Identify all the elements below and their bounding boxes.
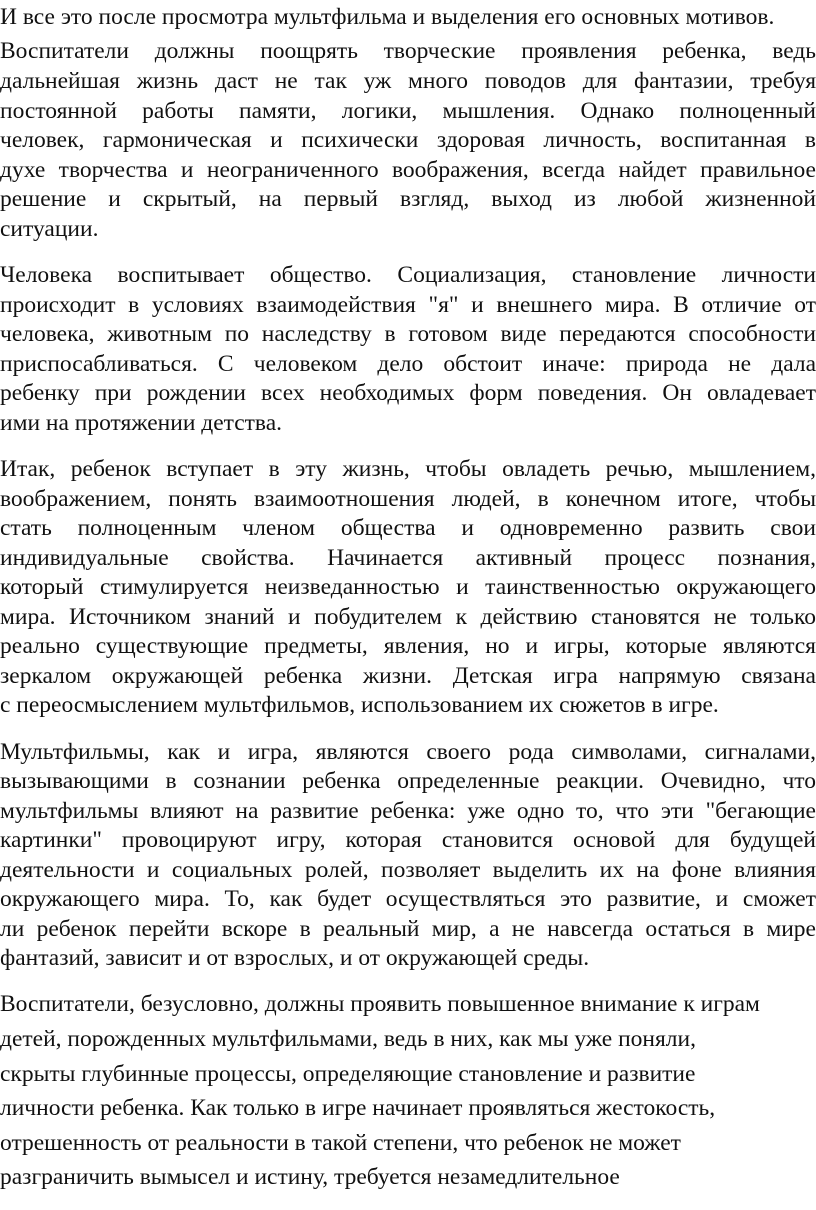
paragraph-5-line-6: окружающего мира. То, как будет осуществляться это развитие, и сможет — [0, 886, 816, 912]
paragraph-2-line-7: ситуации. — [0, 216, 99, 242]
paragraph-3-line-1: Человека воспитывает общество. Социализация, становление личности — [0, 262, 816, 288]
paragraph-3-line-3: человека, животным по наследству в готовом виде передаются способности — [0, 321, 816, 347]
paragraph-4-line-6: мира. Источником знаний и побудителем к действию становятся не только — [0, 604, 816, 630]
paragraph-5-line-4: картинки" провоцируют игру, которая становится основой для будущей — [0, 827, 816, 853]
paragraph-3-line-5: ребенку при рождении всех необходимых форм поведения. Он овладевает — [0, 380, 816, 406]
paragraph-6-line-4: личности ребенка. Как только в игре начинает проявляться жестокость, — [0, 1095, 716, 1121]
paragraph-5-line-8: фантазий, зависит и от взрослых, и от окружающей среды. — [0, 945, 590, 971]
paragraph-5-line-1: Мультфильмы, как и игра, являются своего рода символами, сигналами, — [0, 739, 816, 765]
paragraph-2-line-6: решение и скрытый, на первый взгляд, выход из любой жизненной — [0, 186, 816, 212]
paragraph-4-line-3: стать полноценным членом общества и одновременно развить свои — [0, 515, 816, 541]
paragraph-6-line-2: детей, порожденных мультфильмами, ведь в них, как мы уже поняли, — [0, 1026, 696, 1052]
paragraph-6-line-3: скрыты глубинные процессы, определяющие становление и развитие — [0, 1061, 696, 1087]
paragraph-5-line-7: ли ребенок перейти вскоре в реальный мир, а не навсегда остаться в мире — [0, 916, 816, 942]
paragraph-6-line-1: Воспитатели, безусловно, должны проявить повышенное внимание к играм — [0, 991, 760, 1017]
paragraph-4-line-4: индивидуальные свойства. Начинается активный процесс познания, — [0, 545, 816, 571]
paragraph-3-line-2: происходит в условиях взаимодействия "я" и внешнего мира. В отличие от — [0, 292, 816, 318]
paragraph-4-line-1: Итак, ребенок вступает в эту жизнь, чтобы овладеть речью, мышлением, — [0, 456, 816, 482]
paragraph-2-line-4: человек, гармоническая и психически здоровая личность, воспитанная в — [0, 127, 816, 153]
paragraph-5-line-5: деятельности и социальных ролей, позволяет выделить их на фоне влияния — [0, 857, 816, 883]
paragraph-4-line-9: с переосмыслением мультфильмов, использованием их сюжетов в игре. — [0, 692, 719, 718]
paragraph-4-line-5: который стимулируется неизведанностью и таинственностью окружающего — [0, 574, 816, 600]
paragraph-5-line-2: вызывающими в сознании ребенка определенные реакции. Очевидно, что — [0, 768, 816, 794]
paragraph-6-line-6: разграничить вымысел и истину, требуется незамедлительное — [0, 1164, 620, 1190]
paragraph-2-line-5: духе творчества и неограниченного воображения, всегда найдет правильное — [0, 157, 816, 183]
paragraph-4-line-2: воображением, понять взаимоотношения людей, в конечном итоге, чтобы — [0, 486, 816, 512]
paragraph-3-line-6: ими на протяжении детства. — [0, 410, 283, 436]
paragraph-4-line-8: зеркалом окружающей ребенка жизни. Детская игра напрямую связана — [0, 663, 816, 689]
paragraph-2-line-3: постоянной работы памяти, логики, мышления. Однако полноценный — [0, 98, 816, 124]
paragraph-6-line-5: отрешенность от реальности в такой степени, что ребенок не может — [0, 1130, 681, 1156]
paragraph-1-line-1: И все это после просмотра мультфильма и выделения его основных мотивов. — [0, 4, 775, 30]
paragraph-2-line-2: дальнейшая жизнь даст не так уж много поводов для фантазии, требуя — [0, 68, 816, 94]
paragraph-4-line-7: реально существующие предметы, явления, но и игры, которые являются — [0, 633, 816, 659]
paragraph-3-line-4: приспосабливаться. С человеком дело обстоит иначе: природа не дала — [0, 351, 816, 377]
paragraph-5-line-3: мультфильмы влияют на развитие ребенка: уже одно то, что эти "бегающие — [0, 798, 816, 824]
paragraph-2-line-1: Воспитатели должны поощрять творческие проявления ребенка, ведь — [0, 38, 816, 64]
